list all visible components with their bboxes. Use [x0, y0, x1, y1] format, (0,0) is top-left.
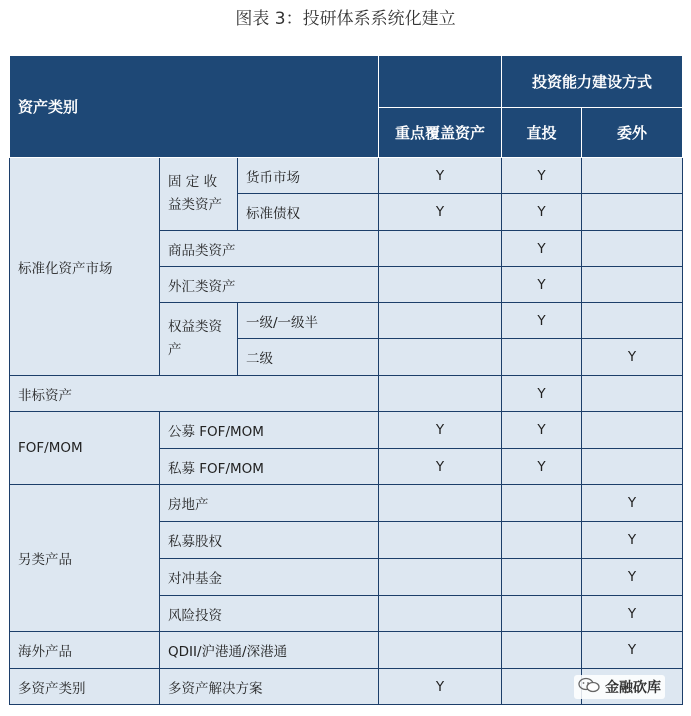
category-overseas: 海外产品: [10, 632, 160, 669]
mark-direct: [502, 669, 582, 705]
item-commodity: 商品类资产: [160, 231, 379, 267]
mark-outsource: [582, 449, 683, 485]
mark-outsource: Y: [582, 559, 683, 596]
item-qdii: QDII/沪港通/深港通: [160, 632, 379, 669]
item-private-fof: 私募 FOF/MOM: [160, 449, 379, 485]
mark-direct: Y: [502, 449, 582, 485]
mark-key-asset: [379, 632, 502, 669]
mark-outsource: Y: [582, 596, 683, 632]
mark-direct: Y: [502, 267, 582, 303]
mark-key-asset: [379, 485, 502, 522]
mark-outsource: Y: [582, 485, 683, 522]
header-asset-category: 资产类别: [10, 56, 379, 158]
watermark-text: 金融砍库: [605, 680, 661, 696]
mark-key-asset: [379, 522, 502, 559]
category-nonstandard: 非标资产: [10, 376, 379, 412]
item-secondary: 二级: [238, 339, 379, 376]
mark-outsource: [582, 158, 683, 194]
mark-key-asset: [379, 339, 502, 376]
header-capability-group: 投资能力建设方式: [502, 56, 683, 108]
mark-key-asset: [379, 231, 502, 267]
header-key-asset: 重点覆盖资产: [379, 108, 502, 158]
category-multi-asset: 多资产类别: [10, 669, 160, 705]
category-standardized: 标准化资产市场: [10, 158, 160, 376]
mark-key-asset: Y: [379, 194, 502, 231]
mark-direct: Y: [502, 412, 582, 449]
mark-direct: [502, 632, 582, 669]
header-direct: 直投: [502, 108, 582, 158]
mark-outsource: [582, 231, 683, 267]
mark-key-asset: [379, 596, 502, 632]
item-private-equity: 私募股权: [160, 522, 379, 559]
mark-outsource: Y: [582, 632, 683, 669]
mark-direct: Y: [502, 158, 582, 194]
mark-outsource: [582, 267, 683, 303]
mark-direct: [502, 596, 582, 632]
item-real-estate: 房地产: [160, 485, 379, 522]
mark-key-asset: [379, 376, 502, 412]
figure-title: 图表 3：投研体系系统化建立: [235, 9, 456, 29]
mark-direct: Y: [502, 231, 582, 267]
mark-direct: [502, 485, 582, 522]
mark-direct: [502, 339, 582, 376]
mark-outsource: [582, 376, 683, 412]
header-empty-cell: [379, 56, 502, 108]
category-alternative: 另类产品: [10, 485, 160, 632]
mark-direct: [502, 559, 582, 596]
item-primary: 一级/一级半: [238, 303, 379, 339]
subcategory-fixed-income: 固 定 收 益类资产: [160, 158, 238, 231]
mark-outsource: [582, 194, 683, 231]
mark-direct: [502, 522, 582, 559]
item-money-market: 货币市场: [238, 158, 379, 194]
mark-direct: Y: [502, 376, 582, 412]
item-multi-asset-solution: 多资产解决方案: [160, 669, 379, 705]
asset-table: [9, 55, 683, 705]
mark-outsource: Y: [582, 522, 683, 559]
mark-outsource: [582, 412, 683, 449]
header-outsource: 委外: [582, 108, 683, 158]
item-standard-bond: 标准债权: [238, 194, 379, 231]
mark-key-asset: Y: [379, 158, 502, 194]
mark-key-asset: [379, 303, 502, 339]
mark-key-asset: [379, 267, 502, 303]
mark-key-asset: Y: [379, 669, 502, 705]
item-hedge-fund: 对冲基金: [160, 559, 379, 596]
item-fx: 外汇类资产: [160, 267, 379, 303]
item-venture-capital: 风险投资: [160, 596, 379, 632]
mark-key-asset: [379, 559, 502, 596]
category-fof-mom: FOF/MOM: [10, 412, 160, 485]
mark-outsource: Y: [582, 339, 683, 376]
item-public-fof: 公募 FOF/MOM: [160, 412, 379, 449]
mark-direct: Y: [502, 194, 582, 231]
mark-direct: Y: [502, 303, 582, 339]
watermark: [574, 675, 665, 699]
wechat-icon: [578, 677, 600, 697]
mark-key-asset: Y: [379, 449, 502, 485]
mark-outsource: [582, 303, 683, 339]
subcategory-equity: 权益类资产: [160, 303, 238, 376]
mark-key-asset: Y: [379, 412, 502, 449]
